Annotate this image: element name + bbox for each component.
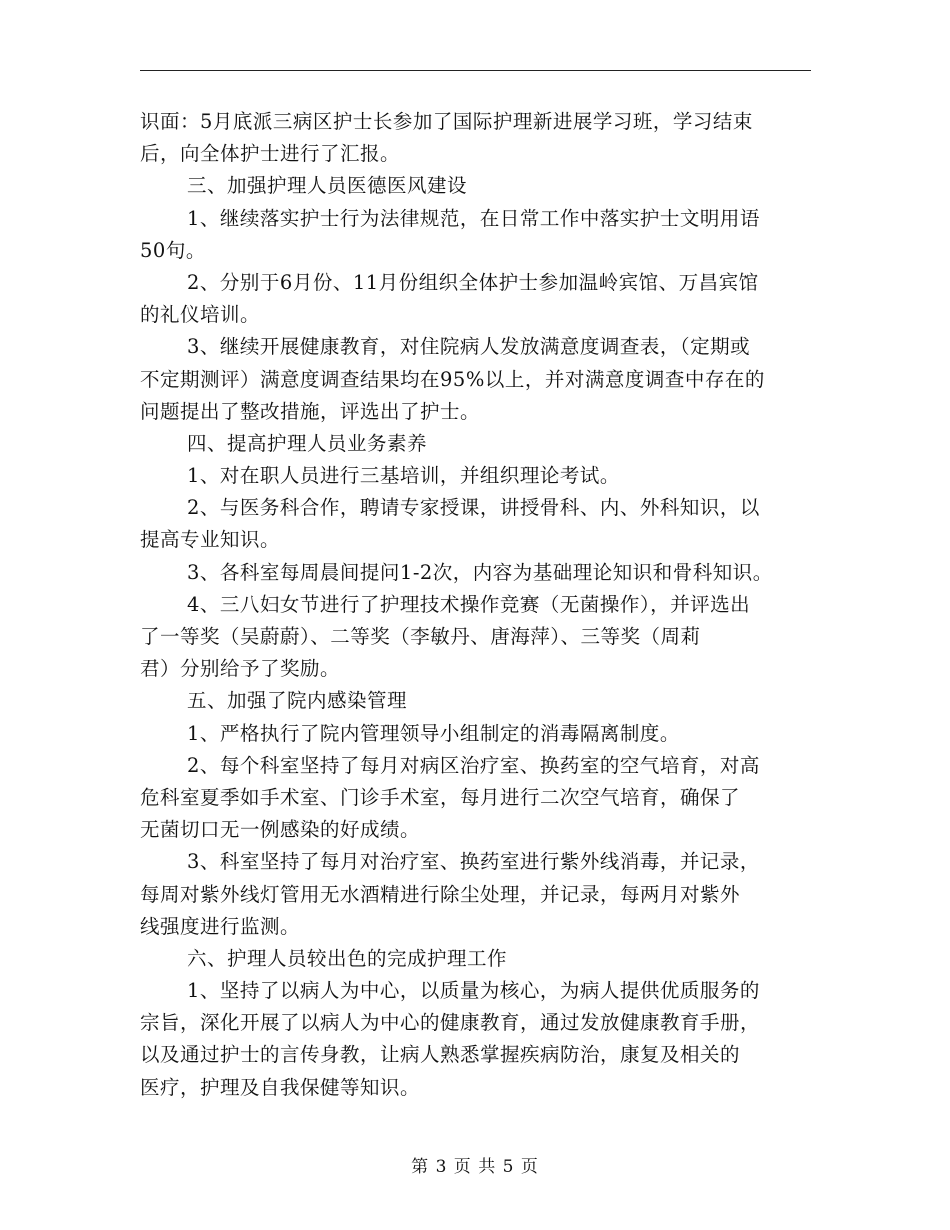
- text-line: 线强度进行监测。: [140, 914, 301, 938]
- text-line: 五、加强了院内感染管理: [187, 689, 408, 713]
- text-line: 1、继续落实护士行为法律规范，在日常工作中落实护士文明用语: [187, 206, 760, 230]
- text-line: 每周对紫外线灯管用无水酒精进行除尘处理，并记录，每两月对紫外: [140, 882, 741, 906]
- text-line: 以及通过护士的言传身教，让病人熟悉掌握疾病防治，康复及相关的: [140, 1043, 741, 1067]
- text-line: 提高专业知识。: [140, 528, 281, 552]
- text-line: 的礼仪培训。: [140, 303, 261, 327]
- text-line: 四、提高护理人员业务素养: [187, 431, 428, 455]
- text-line: 1、严格执行了院内管理领导小组制定的消毒隔离制度。: [187, 721, 680, 745]
- text-line: 不定期测评）满意度调查结果均在95%以上，并对满意度调查中存在的: [140, 367, 765, 391]
- text-line: 3、科室坚持了每月对治疗室、换药室进行紫外线消毒，并记录，: [187, 850, 760, 874]
- text-line: 2、与医务科合作，聘请专家授课，讲授骨科、内、外科知识，以: [187, 496, 760, 520]
- text-line: 宗旨，深化开展了以病人为中心的健康教育，通过发放健康教育手册，: [140, 1011, 761, 1035]
- text-line: 无菌切口无一例感染的好成绩。: [140, 818, 421, 842]
- document-body: [140, 106, 820, 1104]
- text-line: 危科室夏季如手术室、门诊手术室，每月进行二次空气培育，确保了: [140, 785, 741, 809]
- text-line: 2、每个科室坚持了每月对病区治疗室、换药室的空气培育，对高: [187, 753, 760, 777]
- text-line: 三、加强护理人员医德医风建设: [187, 174, 468, 198]
- text-line: 1、对在职人员进行三基培训，并组织理论考试。: [187, 464, 620, 488]
- text-line: 3、继续开展健康教育，对住院病人发放满意度调查表，（定期或: [187, 335, 751, 359]
- text-line: 2、分别于6月份、11月份组织全体护士参加温岭宾馆、万昌宾馆: [187, 270, 759, 294]
- text-line: 3、各科室每周晨间提问1-2次，内容为基础理论知识和骨科知识。: [187, 560, 773, 584]
- header-divider: [140, 70, 811, 71]
- text-line: 君）分别给予了奖励。: [140, 657, 341, 681]
- text-line: 识面：5月底派三病区护士长参加了国际护理新进展学习班，学习结束: [140, 110, 753, 133]
- text-line: 1、坚持了以病人为中心，以质量为核心，为病人提供优质服务的: [187, 979, 760, 1003]
- text-line: 4、三八妇女节进行了护理技术操作竞赛（无菌操作），并评选出: [187, 592, 751, 616]
- text-line: 问题提出了整改措施，评选出了护士。: [140, 399, 481, 423]
- text-line: 了一等奖（吴蔚蔚）、二等奖（李敏丹、唐海萍）、三等奖（周莉: [140, 625, 701, 648]
- text-line: 医疗，护理及自我保健等知识。: [140, 1075, 421, 1099]
- text-line: 50句。: [140, 238, 206, 262]
- text-line: 后，向全体护士进行了汇报。: [140, 142, 401, 166]
- text-line: 六、护理人员较出色的完成护理工作: [187, 946, 508, 970]
- page-footer: 第 3 页 共 5 页: [411, 1157, 539, 1177]
